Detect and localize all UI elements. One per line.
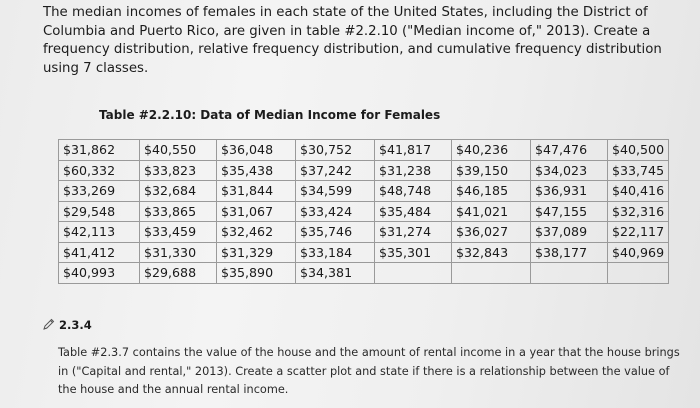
table-cell: $31,238 [375, 160, 452, 181]
median-income-table [58, 139, 669, 284]
table-cell: $39,150 [452, 160, 531, 181]
table-cell: $32,462 [217, 222, 296, 243]
intro-paragraph: The median incomes of females in each state of the United States, including the District of Columbia and Puerto Rico, are given in table #2.2.10 ("Median income of," 2013). Create a frequency distribution, relative frequency distribution, and cumulative frequency distribution using 7 classes. [43, 5, 662, 76]
table-cell: $31,862 [59, 140, 140, 161]
table-cell [531, 263, 608, 284]
table-cell: $34,023 [531, 160, 608, 181]
table-cell: $33,865 [140, 201, 217, 222]
table-cell: $29,548 [59, 201, 140, 222]
table-row [59, 242, 669, 263]
table-cell: $32,316 [608, 201, 669, 222]
table-cell: $37,089 [531, 222, 608, 243]
table-cell: $33,459 [140, 222, 217, 243]
table-cell: $36,931 [531, 181, 608, 202]
table-cell: $46,185 [452, 181, 531, 202]
table-cell: $30,752 [296, 140, 375, 161]
table-cell: $35,484 [375, 201, 452, 222]
table-cell: $37,242 [296, 160, 375, 181]
table-cell [375, 263, 452, 284]
table-cell: $22,117 [608, 222, 669, 243]
table-row [59, 181, 669, 202]
table-cell: $33,184 [296, 242, 375, 263]
table-cell: $47,155 [531, 201, 608, 222]
table-cell: $31,844 [217, 181, 296, 202]
table-cell: $40,500 [608, 140, 669, 161]
table-cell: $40,236 [452, 140, 531, 161]
table-cell [608, 263, 669, 284]
table-cell: $35,438 [217, 160, 296, 181]
table-cell: $31,330 [140, 242, 217, 263]
table-cell: $34,381 [296, 263, 375, 284]
table-cell: $34,599 [296, 181, 375, 202]
table-cell: $35,301 [375, 242, 452, 263]
table-cell: $40,969 [608, 242, 669, 263]
table-cell: $33,269 [59, 181, 140, 202]
table-cell: $38,177 [531, 242, 608, 263]
table-cell: $32,843 [452, 242, 531, 263]
table-cell: $35,890 [217, 263, 296, 284]
table-cell: $33,745 [608, 160, 669, 181]
table-caption: Table #2.2.10: Data of Median Income for Females [99, 108, 441, 122]
table-row [59, 140, 669, 161]
table-cell: $33,823 [140, 160, 217, 181]
table-row [59, 201, 669, 222]
pencil-icon [42, 317, 56, 331]
table-cell: $41,817 [375, 140, 452, 161]
table-row [59, 160, 669, 181]
table-cell: $29,688 [140, 263, 217, 284]
table-cell: $35,746 [296, 222, 375, 243]
table-cell: $41,021 [452, 201, 531, 222]
table-cell: $31,274 [375, 222, 452, 243]
table-cell: $31,067 [217, 201, 296, 222]
table-cell: $41,412 [59, 242, 140, 263]
table-cell: $40,993 [59, 263, 140, 284]
table-cell [452, 263, 531, 284]
table-row [59, 263, 669, 284]
section-paragraph: Table #2.3.7 contains the value of the house and the amount of rental income in a year that the house brings in ("Capital and rental," 2013). Create a scatter plot and state if there is a relationship between the value of the house and the annual rental income. [58, 346, 680, 396]
table-cell: $31,329 [217, 242, 296, 263]
table-cell: $33,424 [296, 201, 375, 222]
section-number: 2.3.4 [59, 318, 92, 332]
table-cell: $32,684 [140, 181, 217, 202]
table-cell: $47,476 [531, 140, 608, 161]
table-cell: $42,113 [59, 222, 140, 243]
table-row [59, 222, 669, 243]
table-cell: $36,027 [452, 222, 531, 243]
table-cell: $36,048 [217, 140, 296, 161]
table-cell: $48,748 [375, 181, 452, 202]
table-cell: $60,332 [59, 160, 140, 181]
table-cell: $40,550 [140, 140, 217, 161]
table-cell: $40,416 [608, 181, 669, 202]
